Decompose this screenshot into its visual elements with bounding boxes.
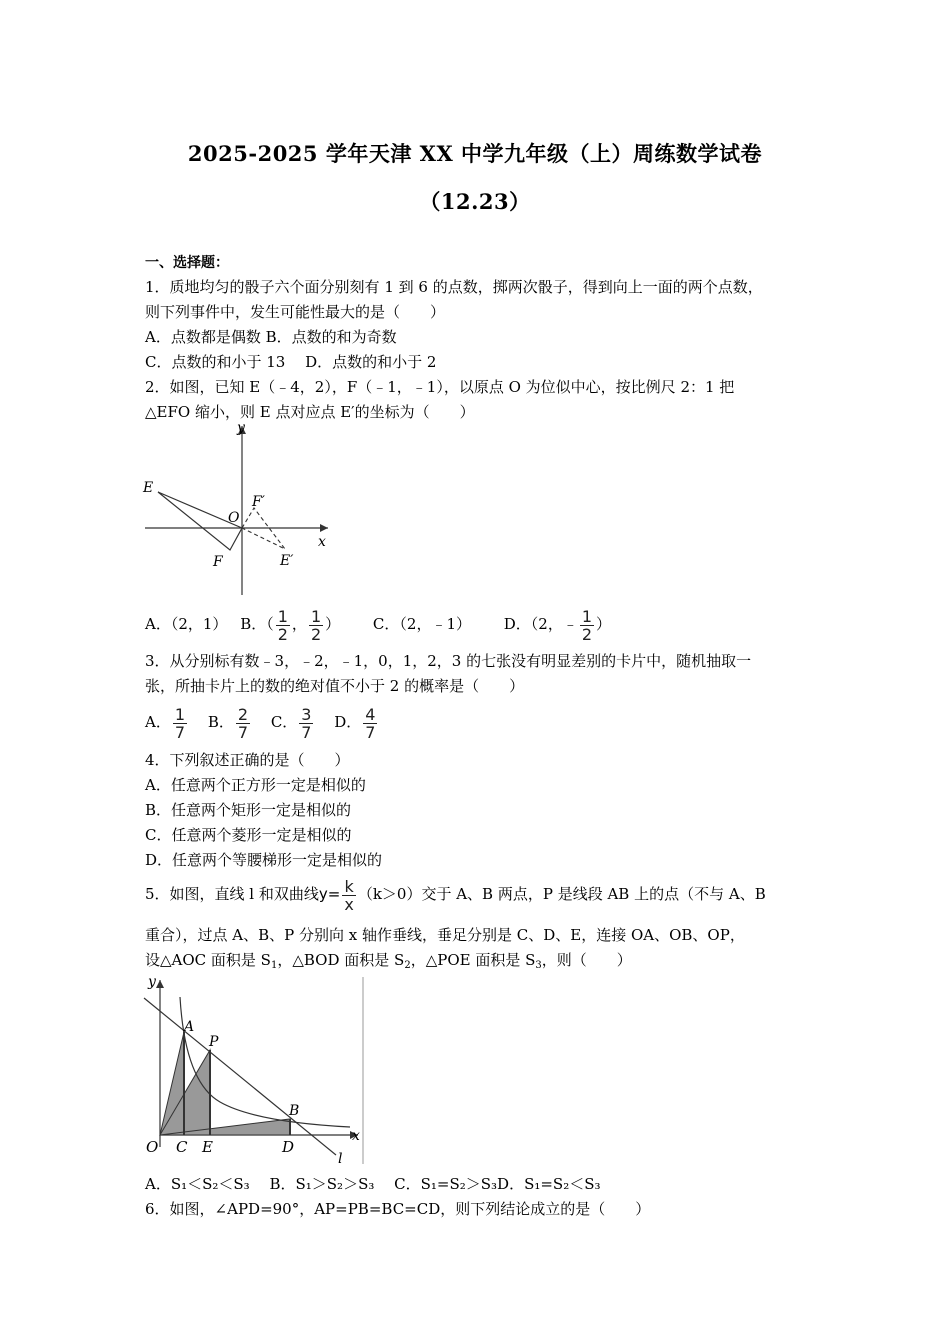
q2-stem-line1: 2．如图，已知 E（﹣4，2），F（﹣1，﹣1），以原点 O 为位似中心，按比例尺 2：1 把 — [145, 378, 735, 396]
q2-stem-line2: △EFO 缩小，则 E 点对应点 E′的坐标为（ ） — [145, 403, 475, 421]
q3-option-b: B． $\frac{2}{7}$ — [207, 704, 249, 742]
q2-option-d-open: D．（2，﹣ — [503, 615, 578, 633]
q4-stem: 4．下列叙述正确的是（ ） — [145, 751, 350, 769]
q5-options: A．S₁＜S₂＜S₃ B．S₁＞S₂＞S₃ C．S₁=S₂＞S₃D．S₁=S₂＜S₃ — [145, 1175, 601, 1193]
q2-option-c: C．（2，﹣1） — [372, 615, 471, 633]
exam-date: （12.23） — [419, 189, 531, 214]
q3-option-a: A． $\frac{1}{7}$ — [145, 704, 186, 742]
q5-label-o: O — [146, 1138, 159, 1156]
q2-label-f: F — [213, 554, 223, 570]
q2-label-f-prime: F′ — [252, 494, 265, 510]
q1-stem-line2: 则下列事件中，发生可能性最大的是（ ） — [145, 303, 446, 321]
q5-stem-line3: 设△AOC 面积是 $S_1$，△BOD 面积是 $S_2$，△POE 面积是 $S_3$，则（ ） — [145, 951, 632, 971]
q4-option-a: A．任意两个正方形一定是相似的 — [145, 776, 366, 794]
q2-option-d-frac: $\frac{1}{2}$ — [581, 606, 593, 644]
q2-label-e-prime: E′ — [280, 553, 294, 569]
q2-option-b-frac2: $\frac{1}{2}$ — [310, 606, 322, 644]
q1-stem-line1: 1．质地均匀的骰子六个面分别刻有 1 到 6 的点数，掷两次骰子，得到向上一面的两个点数， — [145, 278, 763, 296]
q5-label-e: E — [202, 1138, 213, 1156]
q1-options-cd: C．点数的和小于 13 D．点数的和小于 2 — [145, 353, 437, 371]
q3-options — [145, 700, 379, 744]
q2-option-b-close: ） — [325, 615, 341, 633]
q2-label-x: x — [318, 534, 326, 550]
q5-label-p: P — [209, 1034, 219, 1050]
q2-options — [145, 602, 611, 646]
q5-stem-line1: 5．如图，直线 l 和双曲线y= $\frac{k}{x}$ （k＞0）交于 A、B 两点，P 是线段 AB 上的点（不与 A、B — [145, 876, 766, 914]
q3-option-c: C． $\frac{3}{7}$ — [270, 704, 312, 742]
q2-option-d-close: ） — [596, 615, 612, 633]
q4-option-c: C．任意两个菱形一定是相似的 — [145, 826, 352, 844]
q2-figure — [140, 420, 340, 600]
q5-label-d: D — [282, 1138, 295, 1156]
q5-label-l: l — [338, 1151, 343, 1167]
q3-stem-line2: 张，所抽卡片上的数的绝对值不小于 2 的概率是（ ） — [145, 677, 525, 695]
q5-label-a: A — [184, 1019, 195, 1035]
q5-figure — [140, 972, 370, 1170]
q2-option-b-frac1: $\frac{1}{2}$ — [277, 606, 288, 644]
q5-label-c: C — [176, 1138, 188, 1156]
q5-label-b: B — [289, 1103, 300, 1119]
q5-equation-lhs: y= — [318, 885, 341, 903]
section-heading: 一、选择题： — [145, 255, 229, 271]
q4-option-b: B．任意两个矩形一定是相似的 — [145, 801, 352, 819]
q3-option-d: D． $\frac{4}{7}$ — [334, 704, 376, 742]
q5-equation-frac: $\frac{k}{x}$ — [344, 876, 354, 914]
q6-stem: 6．如图，∠APD=90°，AP=PB=BC=CD，则下列结论成立的是（ ） — [145, 1200, 651, 1218]
q2-label-e: E — [143, 480, 154, 496]
q2-label-o: O — [228, 510, 240, 526]
q2-option-b-open: B．（ — [240, 615, 274, 633]
q2-label-y: y — [237, 420, 245, 436]
exam-title: 2025-2025 学年天津 XX 中学九年级（上）周练数学试卷 — [187, 141, 763, 166]
q3-stem-line1: 3．从分别标有数﹣3，﹣2，﹣1，0，1，2，3 的七张没有明显差别的卡片中，随机抽取一 — [145, 652, 752, 670]
q2-option-a: A．（2，1） — [145, 615, 228, 633]
q4-option-d: D．任意两个等腰梯形一定是相似的 — [145, 851, 383, 869]
q5-label-y: y — [148, 974, 156, 990]
q5-label-x: x — [352, 1128, 360, 1144]
q5-stem-line2: 重合），过点 A、B、P 分别向 x 轴作垂线，垂足分别是 C、D、E，连接 OA、OB、OP， — [145, 926, 745, 944]
q1-options-ab: A．点数都是偶数 B．点数的和为奇数 — [145, 328, 397, 346]
q2-option-b-sep: ， — [291, 615, 307, 633]
